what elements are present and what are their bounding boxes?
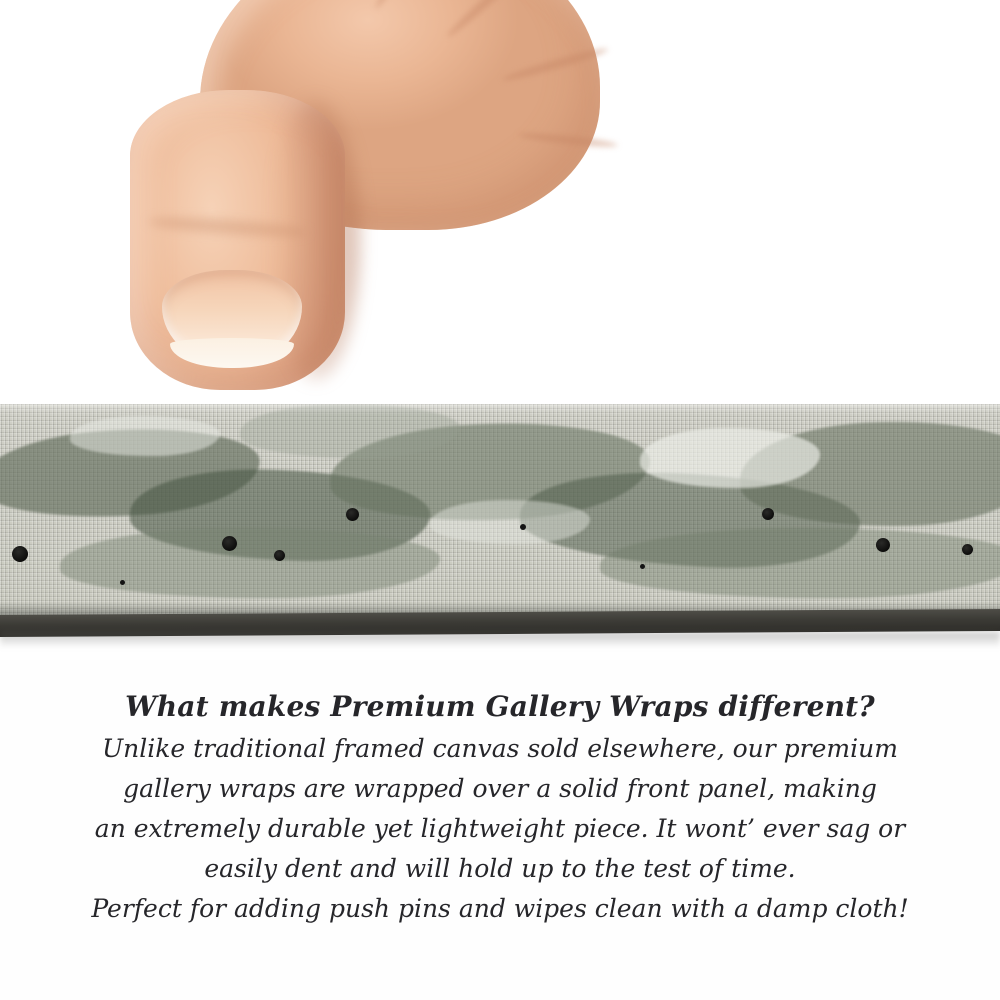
knuckle-crease [518,131,618,149]
paint-speck [520,524,526,530]
pin-hole [346,508,359,521]
caption-block [0,690,1000,929]
pin-hole [762,508,774,520]
paint-patch [600,528,1000,598]
knuckle-crease [501,45,609,84]
knuckle-crease [444,0,539,40]
pin-hole [222,536,237,551]
canvas-edge-strip [0,404,1000,618]
knuckle-crease [372,0,437,11]
caption-body [0,729,1000,929]
canvas-top-highlight [0,404,1000,414]
paint-highlight [70,416,220,456]
caption-heading: What makes Premium Gallery Wraps different? [125,690,875,723]
caption-line: Unlike traditional framed canvas sold elsewhere, our premium [102,734,898,763]
pin-hole [12,546,28,562]
paint-speck [640,564,645,569]
drop-shadow [0,632,1000,648]
caption-line: gallery wraps are wrapped over a solid front panel, making [123,774,877,803]
caption-line: an extremely durable yet lightweight piece. It wont’ ever sag or [94,814,906,843]
pin-hole [876,538,890,552]
paint-speck [120,580,125,585]
hand-photo [120,0,590,430]
paint-patch [60,528,440,598]
paint-highlight [640,428,820,488]
pin-hole [274,550,285,561]
paint-highlight [430,500,590,544]
caption-line: Perfect for adding push pins and wipes clean with a damp cloth! [91,894,909,923]
caption-line: easily dent and will hold up to the test of time. [204,854,796,883]
pin-hole [962,544,973,555]
